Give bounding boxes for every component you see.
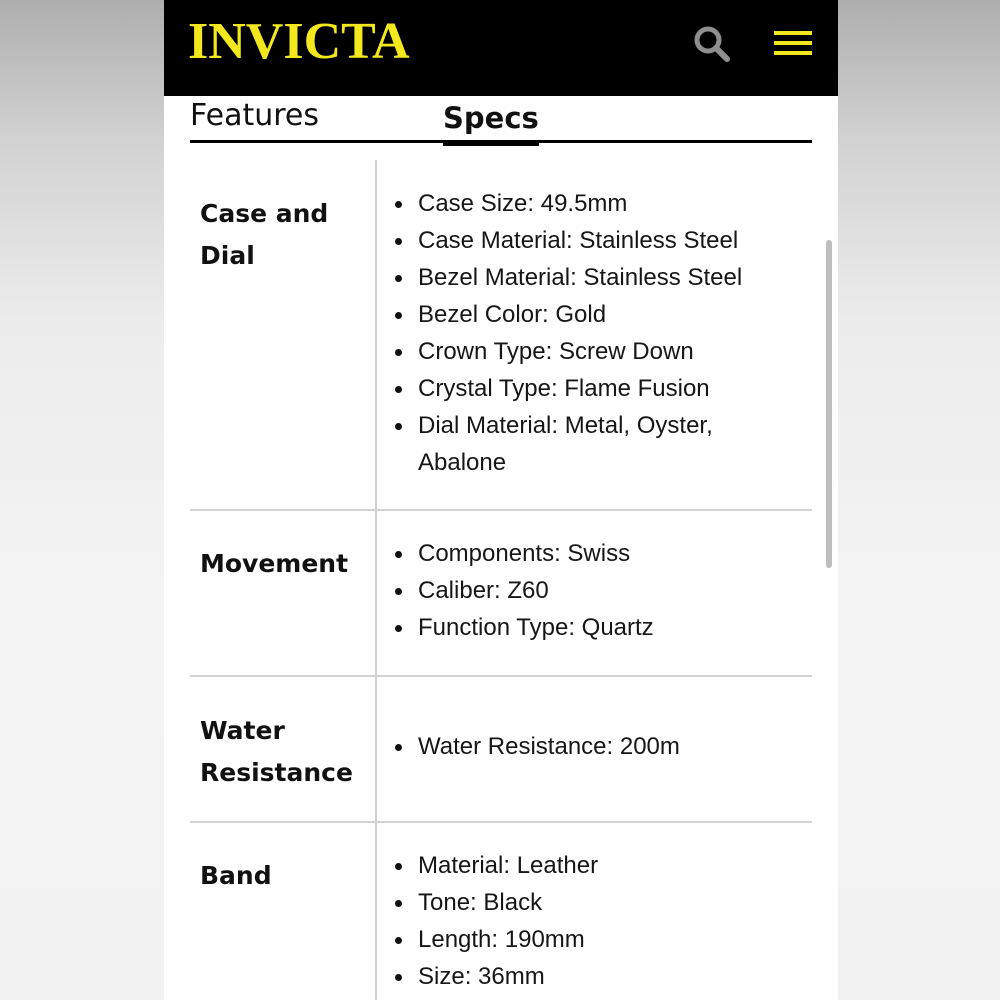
spec-label: Band bbox=[200, 861, 272, 890]
hamburger-menu-icon bbox=[770, 24, 818, 64]
spec-row-water-resistance bbox=[190, 677, 812, 823]
mobile-viewport bbox=[164, 0, 838, 1000]
scrollbar-thumb[interactable] bbox=[826, 240, 832, 568]
spec-item: Tone: Black bbox=[392, 884, 812, 921]
tab-specs[interactable] bbox=[443, 98, 539, 142]
column-divider bbox=[375, 511, 377, 677]
column-divider bbox=[375, 823, 377, 1000]
search-button[interactable] bbox=[692, 24, 732, 64]
spec-item: Bezel Color: Gold bbox=[392, 296, 812, 333]
spec-list bbox=[392, 535, 812, 646]
spec-item: Crystal Type: Flame Fusion bbox=[392, 370, 812, 407]
spec-item: Case Size: 49.5mm bbox=[392, 185, 812, 222]
spec-row-movement bbox=[190, 511, 812, 677]
spec-item: Material: Leather bbox=[392, 847, 812, 884]
spec-item: Caliber: Z60 bbox=[392, 572, 812, 609]
spec-row-band bbox=[190, 823, 812, 1000]
tab-features[interactable]: Features bbox=[190, 98, 319, 133]
spec-item: Bezel Material: Stainless Steel bbox=[392, 259, 812, 296]
spec-item: Components: Swiss bbox=[392, 535, 812, 572]
spec-label: Case and Dial bbox=[200, 199, 329, 270]
column-divider bbox=[375, 677, 377, 823]
spec-list bbox=[392, 185, 812, 481]
column-divider bbox=[375, 160, 377, 511]
spec-list bbox=[392, 728, 812, 765]
spec-item: Length: 190mm bbox=[392, 921, 812, 958]
spec-label: Movement bbox=[200, 549, 349, 578]
tab-specs-label: Specs bbox=[443, 101, 539, 135]
tab-bar bbox=[190, 96, 812, 144]
spec-item: Function Type: Quartz bbox=[392, 609, 812, 646]
spec-item: Size: 36mm bbox=[392, 958, 812, 995]
header-bar bbox=[164, 0, 838, 96]
spec-item: Case Material: Stainless Steel bbox=[392, 222, 812, 259]
spec-item: Water Resistance: 200m bbox=[392, 728, 812, 765]
spec-row-case-and-dial bbox=[190, 160, 812, 511]
spec-list bbox=[392, 847, 812, 995]
search-icon bbox=[692, 24, 732, 64]
tab-bar-rule bbox=[190, 140, 812, 143]
spec-item: Dial Material: Metal, Oyster, Abalone bbox=[392, 407, 718, 481]
menu-button[interactable] bbox=[770, 24, 818, 64]
spec-item: Crown Type: Screw Down bbox=[392, 333, 812, 370]
invicta-logo[interactable]: INVICTA bbox=[188, 13, 410, 70]
spec-label: Water Resistance bbox=[200, 716, 353, 787]
